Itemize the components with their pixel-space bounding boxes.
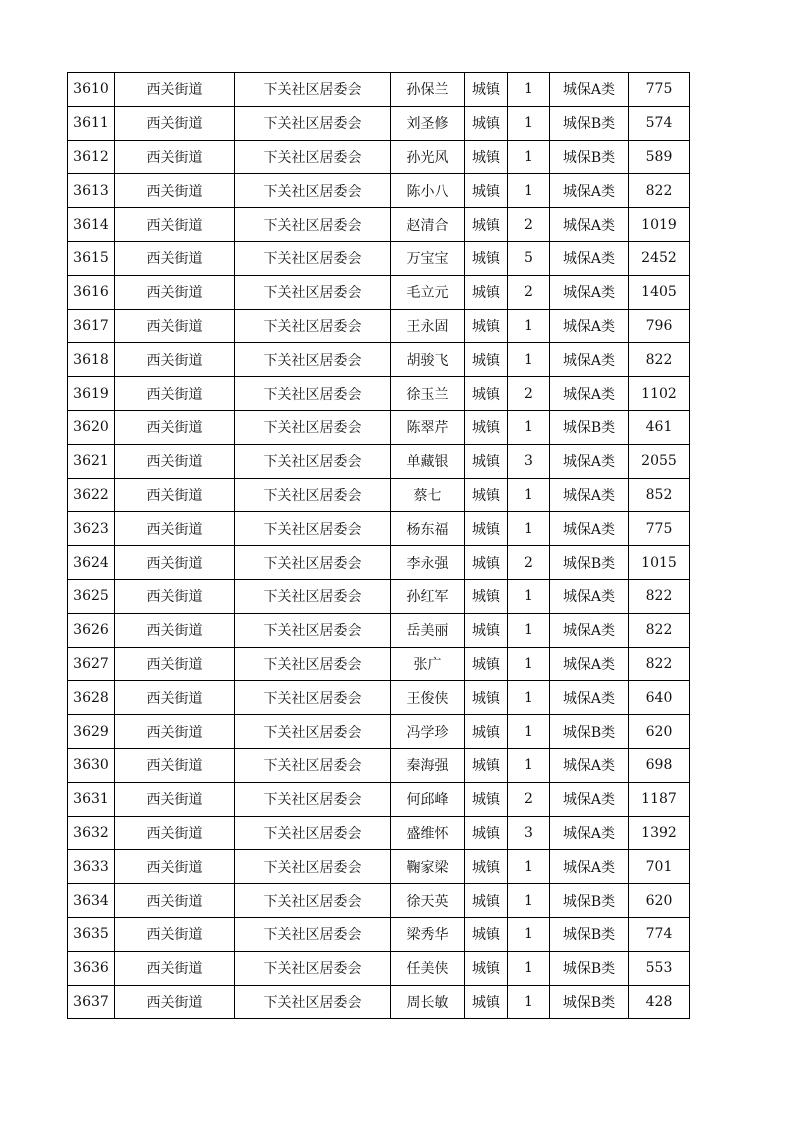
amount-cell: 698: [629, 748, 690, 782]
household-size-cell: 1: [508, 478, 550, 512]
category-cell: 城保A类: [550, 73, 629, 107]
name-cell: 万宝宝: [391, 241, 465, 275]
amount-cell: 589: [629, 140, 690, 174]
household-size-cell: 1: [508, 106, 550, 140]
area-type-cell: 城镇: [465, 951, 508, 985]
household-size-cell: 1: [508, 309, 550, 343]
subdistrict-cell: 西关街道: [115, 917, 235, 951]
table-row: [68, 410, 690, 444]
category-cell: 城保A类: [550, 748, 629, 782]
community-cell: 下关社区居委会: [235, 647, 391, 681]
subdistrict-cell: 西关街道: [115, 850, 235, 884]
area-type-cell: 城镇: [465, 343, 508, 377]
table-row: [68, 241, 690, 275]
category-cell: 城保A类: [550, 444, 629, 478]
community-cell: 下关社区居委会: [235, 951, 391, 985]
row-number-cell: 3612: [68, 140, 115, 174]
table-row: [68, 512, 690, 546]
amount-cell: 2452: [629, 241, 690, 275]
row-number-cell: 3610: [68, 73, 115, 107]
records-table-body: [68, 73, 690, 1019]
area-type-cell: 城镇: [465, 106, 508, 140]
amount-cell: 775: [629, 512, 690, 546]
household-size-cell: 2: [508, 782, 550, 816]
category-cell: 城保B类: [550, 410, 629, 444]
subdistrict-cell: 西关街道: [115, 73, 235, 107]
table-row: [68, 546, 690, 580]
amount-cell: 620: [629, 715, 690, 749]
category-cell: 城保B类: [550, 106, 629, 140]
category-cell: 城保A类: [550, 208, 629, 242]
area-type-cell: 城镇: [465, 850, 508, 884]
name-cell: 周长敏: [391, 985, 465, 1019]
area-type-cell: 城镇: [465, 512, 508, 546]
row-number-cell: 3618: [68, 343, 115, 377]
area-type-cell: 城镇: [465, 884, 508, 918]
row-number-cell: 3620: [68, 410, 115, 444]
area-type-cell: 城镇: [465, 444, 508, 478]
amount-cell: 1405: [629, 275, 690, 309]
subdistrict-cell: 西关街道: [115, 343, 235, 377]
subdistrict-cell: 西关街道: [115, 410, 235, 444]
household-size-cell: 1: [508, 140, 550, 174]
community-cell: 下关社区居委会: [235, 410, 391, 444]
table-row: [68, 309, 690, 343]
table-row: [68, 73, 690, 107]
household-size-cell: 2: [508, 208, 550, 242]
subdistrict-cell: 西关街道: [115, 681, 235, 715]
subdistrict-cell: 西关街道: [115, 613, 235, 647]
community-cell: 下关社区居委会: [235, 140, 391, 174]
table-row: [68, 816, 690, 850]
table-row: [68, 613, 690, 647]
community-cell: 下关社区居委会: [235, 174, 391, 208]
row-number-cell: 3614: [68, 208, 115, 242]
category-cell: 城保A类: [550, 478, 629, 512]
row-number-cell: 3624: [68, 546, 115, 580]
row-number-cell: 3628: [68, 681, 115, 715]
area-type-cell: 城镇: [465, 410, 508, 444]
community-cell: 下关社区居委会: [235, 748, 391, 782]
household-size-cell: 1: [508, 917, 550, 951]
row-number-cell: 3616: [68, 275, 115, 309]
name-cell: 胡骏飞: [391, 343, 465, 377]
row-number-cell: 3617: [68, 309, 115, 343]
category-cell: 城保B类: [550, 951, 629, 985]
subdistrict-cell: 西关街道: [115, 377, 235, 411]
table-row: [68, 444, 690, 478]
category-cell: 城保A类: [550, 174, 629, 208]
row-number-cell: 3637: [68, 985, 115, 1019]
category-cell: 城保B类: [550, 546, 629, 580]
table-row: [68, 478, 690, 512]
name-cell: 张广: [391, 647, 465, 681]
category-cell: 城保A类: [550, 343, 629, 377]
household-size-cell: 1: [508, 174, 550, 208]
row-number-cell: 3619: [68, 377, 115, 411]
household-size-cell: 2: [508, 546, 550, 580]
name-cell: 王俊侠: [391, 681, 465, 715]
area-type-cell: 城镇: [465, 917, 508, 951]
community-cell: 下关社区居委会: [235, 917, 391, 951]
name-cell: 王永固: [391, 309, 465, 343]
name-cell: 孙保兰: [391, 73, 465, 107]
name-cell: 刘圣修: [391, 106, 465, 140]
row-number-cell: 3635: [68, 917, 115, 951]
community-cell: 下关社区居委会: [235, 275, 391, 309]
household-size-cell: 1: [508, 410, 550, 444]
category-cell: 城保A类: [550, 377, 629, 411]
community-cell: 下关社区居委会: [235, 546, 391, 580]
community-cell: 下关社区居委会: [235, 106, 391, 140]
area-type-cell: 城镇: [465, 985, 508, 1019]
name-cell: 冯学珍: [391, 715, 465, 749]
amount-cell: 822: [629, 174, 690, 208]
community-cell: 下关社区居委会: [235, 613, 391, 647]
table-row: [68, 174, 690, 208]
household-size-cell: 1: [508, 512, 550, 546]
row-number-cell: 3625: [68, 579, 115, 613]
community-cell: 下关社区居委会: [235, 850, 391, 884]
row-number-cell: 3632: [68, 816, 115, 850]
category-cell: 城保B类: [550, 715, 629, 749]
subdistrict-cell: 西关街道: [115, 275, 235, 309]
amount-cell: 553: [629, 951, 690, 985]
amount-cell: 774: [629, 917, 690, 951]
household-size-cell: 1: [508, 985, 550, 1019]
household-size-cell: 1: [508, 343, 550, 377]
subdistrict-cell: 西关街道: [115, 444, 235, 478]
name-cell: 徐玉兰: [391, 377, 465, 411]
amount-cell: 620: [629, 884, 690, 918]
amount-cell: 822: [629, 579, 690, 613]
row-number-cell: 3626: [68, 613, 115, 647]
household-size-cell: 1: [508, 73, 550, 107]
amount-cell: 1015: [629, 546, 690, 580]
name-cell: 鞠家梁: [391, 850, 465, 884]
subdistrict-cell: 西关街道: [115, 782, 235, 816]
category-cell: 城保A类: [550, 647, 629, 681]
household-size-cell: 1: [508, 884, 550, 918]
area-type-cell: 城镇: [465, 73, 508, 107]
community-cell: 下关社区居委会: [235, 73, 391, 107]
area-type-cell: 城镇: [465, 275, 508, 309]
category-cell: 城保A类: [550, 782, 629, 816]
table-row: [68, 985, 690, 1019]
category-cell: 城保B类: [550, 985, 629, 1019]
subdistrict-cell: 西关街道: [115, 512, 235, 546]
row-number-cell: 3621: [68, 444, 115, 478]
subdistrict-cell: 西关街道: [115, 106, 235, 140]
subdistrict-cell: 西关街道: [115, 985, 235, 1019]
subdistrict-cell: 西关街道: [115, 478, 235, 512]
table-row: [68, 377, 690, 411]
area-type-cell: 城镇: [465, 241, 508, 275]
community-cell: 下关社区居委会: [235, 309, 391, 343]
row-number-cell: 3629: [68, 715, 115, 749]
category-cell: 城保A类: [550, 613, 629, 647]
subdistrict-cell: 西关街道: [115, 647, 235, 681]
name-cell: 盛维怀: [391, 816, 465, 850]
subdistrict-cell: 西关街道: [115, 715, 235, 749]
area-type-cell: 城镇: [465, 647, 508, 681]
table-row: [68, 343, 690, 377]
community-cell: 下关社区居委会: [235, 478, 391, 512]
name-cell: 陈小八: [391, 174, 465, 208]
category-cell: 城保A类: [550, 275, 629, 309]
area-type-cell: 城镇: [465, 715, 508, 749]
area-type-cell: 城镇: [465, 613, 508, 647]
amount-cell: 574: [629, 106, 690, 140]
area-type-cell: 城镇: [465, 140, 508, 174]
row-number-cell: 3634: [68, 884, 115, 918]
area-type-cell: 城镇: [465, 174, 508, 208]
area-type-cell: 城镇: [465, 546, 508, 580]
amount-cell: 822: [629, 343, 690, 377]
table-row: [68, 647, 690, 681]
records-table: [67, 72, 690, 1019]
subdistrict-cell: 西关街道: [115, 579, 235, 613]
name-cell: 徐天英: [391, 884, 465, 918]
household-size-cell: 1: [508, 748, 550, 782]
name-cell: 陈翠芹: [391, 410, 465, 444]
table-row: [68, 951, 690, 985]
amount-cell: 1392: [629, 816, 690, 850]
name-cell: 杨东福: [391, 512, 465, 546]
name-cell: 秦海强: [391, 748, 465, 782]
area-type-cell: 城镇: [465, 208, 508, 242]
subdistrict-cell: 西关街道: [115, 546, 235, 580]
name-cell: 毛立元: [391, 275, 465, 309]
household-size-cell: 1: [508, 715, 550, 749]
community-cell: 下关社区居委会: [235, 681, 391, 715]
area-type-cell: 城镇: [465, 748, 508, 782]
amount-cell: 1019: [629, 208, 690, 242]
subdistrict-cell: 西关街道: [115, 241, 235, 275]
household-size-cell: 1: [508, 647, 550, 681]
category-cell: 城保B类: [550, 884, 629, 918]
subdistrict-cell: 西关街道: [115, 174, 235, 208]
amount-cell: 428: [629, 985, 690, 1019]
row-number-cell: 3613: [68, 174, 115, 208]
community-cell: 下关社区居委会: [235, 816, 391, 850]
category-cell: 城保A类: [550, 309, 629, 343]
household-size-cell: 1: [508, 951, 550, 985]
subdistrict-cell: 西关街道: [115, 140, 235, 174]
area-type-cell: 城镇: [465, 579, 508, 613]
community-cell: 下关社区居委会: [235, 782, 391, 816]
community-cell: 下关社区居委会: [235, 884, 391, 918]
area-type-cell: 城镇: [465, 782, 508, 816]
subdistrict-cell: 西关街道: [115, 748, 235, 782]
name-cell: 孙光风: [391, 140, 465, 174]
category-cell: 城保A类: [550, 579, 629, 613]
table-row: [68, 715, 690, 749]
table-row: [68, 748, 690, 782]
household-size-cell: 1: [508, 681, 550, 715]
community-cell: 下关社区居委会: [235, 985, 391, 1019]
row-number-cell: 3630: [68, 748, 115, 782]
row-number-cell: 3611: [68, 106, 115, 140]
table-row: [68, 208, 690, 242]
category-cell: 城保A类: [550, 241, 629, 275]
community-cell: 下关社区居委会: [235, 241, 391, 275]
row-number-cell: 3636: [68, 951, 115, 985]
area-type-cell: 城镇: [465, 816, 508, 850]
name-cell: 梁秀华: [391, 917, 465, 951]
subdistrict-cell: 西关街道: [115, 951, 235, 985]
area-type-cell: 城镇: [465, 309, 508, 343]
area-type-cell: 城镇: [465, 681, 508, 715]
subdistrict-cell: 西关街道: [115, 309, 235, 343]
amount-cell: 1102: [629, 377, 690, 411]
row-number-cell: 3615: [68, 241, 115, 275]
name-cell: 赵清合: [391, 208, 465, 242]
table-row: [68, 140, 690, 174]
subdistrict-cell: 西关街道: [115, 816, 235, 850]
amount-cell: 701: [629, 850, 690, 884]
name-cell: 岳美丽: [391, 613, 465, 647]
amount-cell: 461: [629, 410, 690, 444]
table-row: [68, 106, 690, 140]
community-cell: 下关社区居委会: [235, 208, 391, 242]
household-size-cell: 5: [508, 241, 550, 275]
amount-cell: 640: [629, 681, 690, 715]
name-cell: 单藏银: [391, 444, 465, 478]
category-cell: 城保A类: [550, 681, 629, 715]
amount-cell: 2055: [629, 444, 690, 478]
household-size-cell: 1: [508, 850, 550, 884]
area-type-cell: 城镇: [465, 478, 508, 512]
name-cell: 何邱峰: [391, 782, 465, 816]
household-size-cell: 3: [508, 816, 550, 850]
table-row: [68, 782, 690, 816]
name-cell: 孙红军: [391, 579, 465, 613]
row-number-cell: 3633: [68, 850, 115, 884]
table-row: [68, 884, 690, 918]
amount-cell: 852: [629, 478, 690, 512]
community-cell: 下关社区居委会: [235, 377, 391, 411]
table-row: [68, 850, 690, 884]
subdistrict-cell: 西关街道: [115, 208, 235, 242]
community-cell: 下关社区居委会: [235, 579, 391, 613]
name-cell: 任美侠: [391, 951, 465, 985]
category-cell: 城保B类: [550, 917, 629, 951]
table-row: [68, 579, 690, 613]
row-number-cell: 3623: [68, 512, 115, 546]
area-type-cell: 城镇: [465, 377, 508, 411]
row-number-cell: 3622: [68, 478, 115, 512]
community-cell: 下关社区居委会: [235, 715, 391, 749]
category-cell: 城保B类: [550, 140, 629, 174]
household-size-cell: 3: [508, 444, 550, 478]
category-cell: 城保A类: [550, 512, 629, 546]
community-cell: 下关社区居委会: [235, 444, 391, 478]
table-row: [68, 681, 690, 715]
amount-cell: 796: [629, 309, 690, 343]
name-cell: 蔡七: [391, 478, 465, 512]
row-number-cell: 3631: [68, 782, 115, 816]
amount-cell: 775: [629, 73, 690, 107]
community-cell: 下关社区居委会: [235, 343, 391, 377]
household-size-cell: 2: [508, 377, 550, 411]
community-cell: 下关社区居委会: [235, 512, 391, 546]
category-cell: 城保A类: [550, 816, 629, 850]
amount-cell: 1187: [629, 782, 690, 816]
household-size-cell: 2: [508, 275, 550, 309]
subdistrict-cell: 西关街道: [115, 884, 235, 918]
household-size-cell: 1: [508, 613, 550, 647]
amount-cell: 822: [629, 613, 690, 647]
household-size-cell: 1: [508, 579, 550, 613]
name-cell: 李永强: [391, 546, 465, 580]
amount-cell: 822: [629, 647, 690, 681]
category-cell: 城保A类: [550, 850, 629, 884]
table-row: [68, 275, 690, 309]
table-row: [68, 917, 690, 951]
row-number-cell: 3627: [68, 647, 115, 681]
